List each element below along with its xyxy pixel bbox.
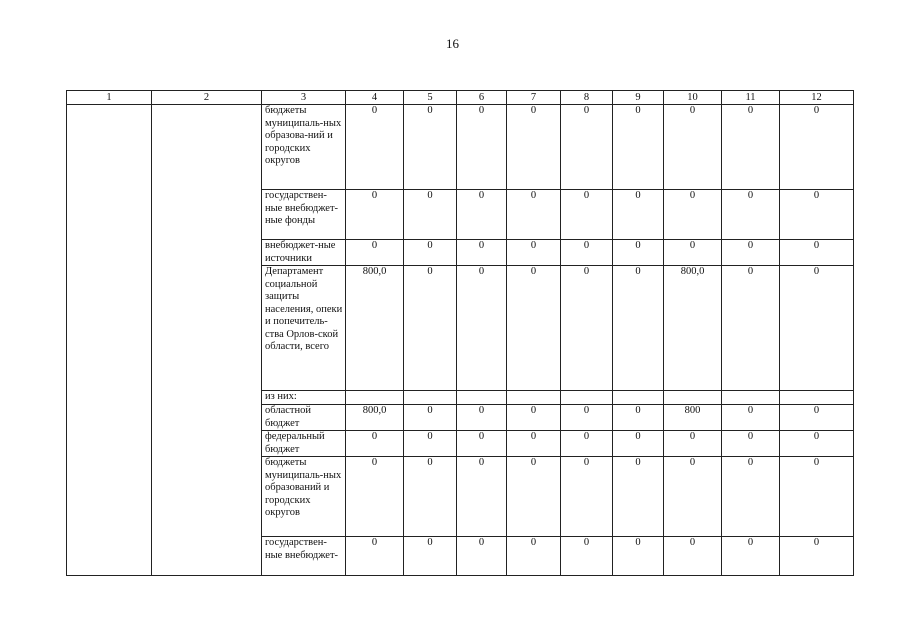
value-cell: 0 xyxy=(457,240,507,266)
funding-source-cell: государствен-ные внебюджет- xyxy=(262,537,346,576)
value-cell: 800,0 xyxy=(346,405,404,431)
value-cell: 0 xyxy=(722,105,780,190)
value-cell xyxy=(780,391,854,405)
value-cell: 0 xyxy=(457,190,507,240)
column-header: 12 xyxy=(780,91,854,105)
value-cell: 0 xyxy=(404,190,457,240)
value-cell: 0 xyxy=(404,105,457,190)
value-cell: 0 xyxy=(507,431,561,457)
value-cell: 0 xyxy=(507,266,561,391)
value-cell xyxy=(404,391,457,405)
value-cell: 0 xyxy=(780,537,854,576)
value-cell: 0 xyxy=(346,537,404,576)
funding-source-cell: внебюджет-ные источники xyxy=(262,240,346,266)
column-header: 4 xyxy=(346,91,404,105)
value-cell xyxy=(457,391,507,405)
funding-source-cell: бюджеты муниципаль-ных образова-ний и городских округов xyxy=(262,105,346,190)
column-header: 7 xyxy=(507,91,561,105)
funding-source-cell: областной бюджет xyxy=(262,405,346,431)
value-cell: 0 xyxy=(561,266,613,391)
value-cell: 0 xyxy=(613,266,664,391)
value-cell: 0 xyxy=(613,240,664,266)
value-cell: 0 xyxy=(507,105,561,190)
value-cell: 0 xyxy=(507,190,561,240)
value-cell: 0 xyxy=(457,431,507,457)
empty-column-1-cell xyxy=(67,105,152,576)
column-header: 3 xyxy=(262,91,346,105)
value-cell: 0 xyxy=(780,266,854,391)
value-cell: 0 xyxy=(722,405,780,431)
value-cell xyxy=(507,391,561,405)
value-cell: 0 xyxy=(722,457,780,537)
funding-source-cell: государствен-ные внебюджет-ные фонды xyxy=(262,190,346,240)
value-cell: 0 xyxy=(613,405,664,431)
header-row xyxy=(67,91,854,105)
column-header: 6 xyxy=(457,91,507,105)
value-cell: 0 xyxy=(780,190,854,240)
table-row xyxy=(67,105,854,190)
value-cell xyxy=(613,391,664,405)
value-cell: 0 xyxy=(722,240,780,266)
value-cell: 800,0 xyxy=(346,266,404,391)
value-cell: 0 xyxy=(780,431,854,457)
value-cell: 0 xyxy=(780,105,854,190)
value-cell: 0 xyxy=(780,405,854,431)
value-cell: 0 xyxy=(613,105,664,190)
value-cell: 0 xyxy=(722,266,780,391)
value-cell: 0 xyxy=(457,105,507,190)
value-cell: 0 xyxy=(780,457,854,537)
value-cell: 0 xyxy=(613,190,664,240)
value-cell: 0 xyxy=(664,240,722,266)
value-cell: 0 xyxy=(404,266,457,391)
value-cell: 0 xyxy=(561,537,613,576)
column-header: 11 xyxy=(722,91,780,105)
value-cell: 0 xyxy=(404,431,457,457)
value-cell: 0 xyxy=(346,105,404,190)
empty-column-2-cell xyxy=(152,105,262,576)
funding-source-cell: бюджеты муниципаль-ных образований и городских округов xyxy=(262,457,346,537)
value-cell: 0 xyxy=(507,405,561,431)
value-cell: 0 xyxy=(346,240,404,266)
value-cell: 0 xyxy=(561,240,613,266)
value-cell: 0 xyxy=(346,457,404,537)
value-cell: 0 xyxy=(613,537,664,576)
value-cell: 0 xyxy=(404,240,457,266)
value-cell: 0 xyxy=(664,457,722,537)
value-cell: 0 xyxy=(507,457,561,537)
column-header: 1 xyxy=(67,91,152,105)
value-cell: 0 xyxy=(664,431,722,457)
value-cell: 0 xyxy=(561,457,613,537)
value-cell: 0 xyxy=(664,105,722,190)
value-cell: 0 xyxy=(664,190,722,240)
value-cell: 0 xyxy=(507,537,561,576)
value-cell: 0 xyxy=(457,457,507,537)
value-cell: 0 xyxy=(561,105,613,190)
value-cell: 0 xyxy=(613,457,664,537)
column-header: 8 xyxy=(561,91,613,105)
value-cell: 0 xyxy=(561,405,613,431)
value-cell: 0 xyxy=(561,431,613,457)
value-cell: 0 xyxy=(780,240,854,266)
column-header: 2 xyxy=(152,91,262,105)
value-cell: 800 xyxy=(664,405,722,431)
budget-table xyxy=(66,90,854,576)
value-cell xyxy=(722,391,780,405)
value-cell: 0 xyxy=(346,190,404,240)
column-header: 9 xyxy=(613,91,664,105)
value-cell: 0 xyxy=(404,457,457,537)
value-cell: 0 xyxy=(404,537,457,576)
value-cell: 0 xyxy=(507,240,561,266)
column-header: 5 xyxy=(404,91,457,105)
value-cell: 0 xyxy=(722,190,780,240)
funding-source-cell: из них: xyxy=(262,391,346,405)
value-cell: 800,0 xyxy=(664,266,722,391)
value-cell: 0 xyxy=(664,537,722,576)
value-cell: 0 xyxy=(561,190,613,240)
funding-source-cell: федеральный бюджет xyxy=(262,431,346,457)
value-cell: 0 xyxy=(457,405,507,431)
column-header: 10 xyxy=(664,91,722,105)
value-cell: 0 xyxy=(404,405,457,431)
value-cell xyxy=(664,391,722,405)
funding-source-cell: Департамент социальной защиты населения, опеки и попечитель-ства Орлов-ской области, всего xyxy=(262,266,346,391)
value-cell: 0 xyxy=(457,266,507,391)
value-cell: 0 xyxy=(722,431,780,457)
value-cell xyxy=(561,391,613,405)
value-cell: 0 xyxy=(722,537,780,576)
value-cell: 0 xyxy=(457,537,507,576)
value-cell xyxy=(346,391,404,405)
value-cell: 0 xyxy=(613,431,664,457)
value-cell: 0 xyxy=(346,431,404,457)
page-number: 16 xyxy=(446,36,459,51)
